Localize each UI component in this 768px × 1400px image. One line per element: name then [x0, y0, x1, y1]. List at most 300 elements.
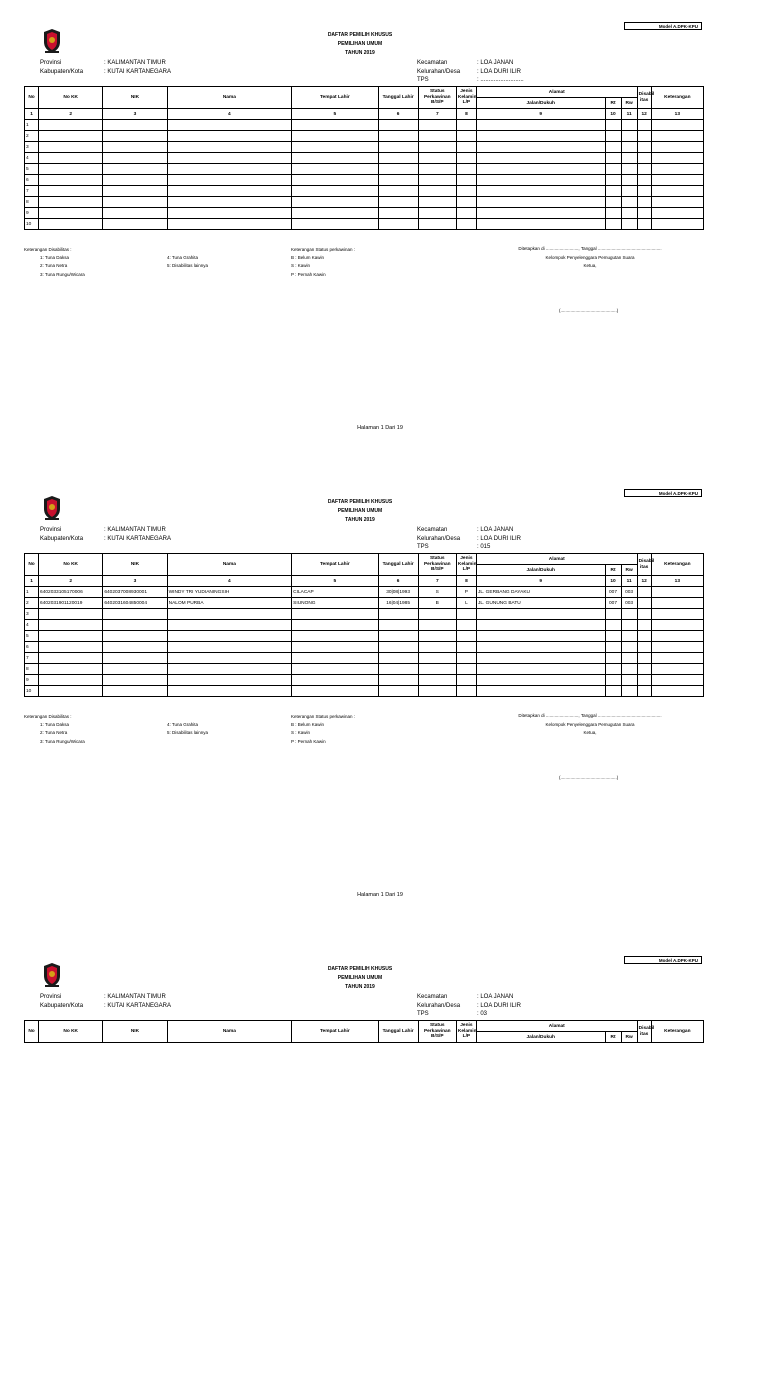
disability-legend-2	[167, 721, 208, 737]
district-row	[417, 526, 521, 535]
table-cell	[637, 587, 651, 598]
table-cell	[605, 153, 621, 164]
tps-label: TPS	[417, 544, 429, 551]
table-cell	[621, 620, 637, 631]
table-cell: 1	[25, 120, 39, 131]
province-value: : KALIMANTAN TIMUR	[104, 994, 166, 1000]
table-cell	[418, 208, 456, 219]
table-cell	[418, 175, 456, 186]
table-cell	[651, 642, 703, 653]
table-cell	[167, 153, 292, 164]
model-label: Model A.DPK-KPU	[624, 489, 702, 497]
table-cell	[456, 219, 476, 230]
table-cell	[292, 686, 378, 697]
table-cell	[476, 153, 605, 164]
table-row	[25, 175, 704, 186]
table-cell	[476, 197, 605, 208]
legend-item: 3: Tuna Rungu/Wicara	[40, 271, 85, 277]
table-cell	[476, 609, 605, 620]
table-cell	[103, 208, 167, 219]
regency-label: Kabupaten/Kota	[40, 68, 84, 75]
province-label: Provinsi	[40, 994, 62, 1000]
table-cell	[378, 153, 418, 164]
table-cell	[418, 131, 456, 142]
signature-line: (.............................................)	[559, 775, 619, 780]
table-cell	[418, 120, 456, 131]
table-cell	[292, 653, 378, 664]
col-header-rw: Rw	[621, 98, 637, 109]
regency-label: Kabupaten/Kota	[40, 535, 84, 542]
table-cell	[651, 587, 703, 598]
table-cell	[39, 208, 103, 219]
table-cell	[378, 609, 418, 620]
table-cell: 003	[621, 598, 637, 609]
table-cell	[456, 153, 476, 164]
table-cell	[378, 631, 418, 642]
table-cell	[167, 186, 292, 197]
table-cell	[637, 642, 651, 653]
table-cell	[476, 131, 605, 142]
table-cell	[292, 664, 378, 675]
model-label: Model A.DPK-KPU	[624, 956, 702, 964]
table-cell	[418, 675, 456, 686]
table-cell	[103, 653, 167, 664]
village-value: : LOA DURI ILIR	[477, 535, 522, 542]
table-cell	[378, 131, 418, 142]
village-label: Kelurahan/Desa	[417, 535, 461, 542]
col-header-disabilitas: Disabil itas	[637, 554, 651, 576]
col-header-alamat: Alamat	[476, 87, 637, 98]
table-cell	[39, 164, 103, 175]
legend-item: P : Pernah Kawin	[291, 271, 326, 277]
chair-label: Ketua,	[583, 263, 597, 268]
col-header-rw: Rw	[621, 1032, 637, 1043]
tps-row	[417, 1010, 521, 1019]
marital-status-legend	[291, 246, 355, 279]
table-cell	[637, 142, 651, 153]
table-cell: 10	[25, 219, 39, 230]
table-cell: 5	[25, 631, 39, 642]
table-cell	[418, 664, 456, 675]
table-cell	[39, 219, 103, 230]
table-cell	[476, 186, 605, 197]
form-title: DAFTAR PEMILIH KHUSUS	[327, 32, 393, 38]
table-cell	[292, 208, 378, 219]
col-header-nik: NIK	[103, 87, 167, 109]
table-cell	[605, 175, 621, 186]
table-cell	[378, 175, 418, 186]
table-cell	[39, 142, 103, 153]
legend-item: B : Belum Kawin	[291, 722, 325, 728]
column-number: 4	[167, 576, 292, 587]
table-cell	[637, 620, 651, 631]
table-cell	[637, 164, 651, 175]
village-label: Kelurahan/Desa	[417, 68, 461, 75]
legend-item: Keterangan Disabilitas :	[24, 247, 72, 252]
table-cell	[605, 631, 621, 642]
table-cell	[39, 131, 103, 142]
table-cell	[605, 208, 621, 219]
table-cell	[651, 208, 703, 219]
table-cell: 4	[25, 620, 39, 631]
column-number: 8	[456, 109, 476, 120]
legend-item: P : Pernah Kawin	[291, 738, 326, 744]
table-cell: 6402031604850004	[103, 598, 167, 609]
table-cell	[456, 686, 476, 697]
table-cell	[292, 642, 378, 653]
table-row	[25, 219, 704, 230]
table-cell: 6402033105170006	[39, 587, 103, 598]
table-cell: 16|04|1985	[378, 598, 418, 609]
table-cell	[103, 175, 167, 186]
col-header-alamat: Alamat	[476, 1021, 637, 1032]
table-cell	[103, 186, 167, 197]
legend-item: Keterangan Status perkawinan :	[291, 714, 356, 719]
table-cell: 8	[25, 197, 39, 208]
table-cell	[605, 164, 621, 175]
legend-item: 5: Disabilitas lainnya	[167, 263, 209, 269]
table-cell: 007	[605, 598, 621, 609]
table-cell	[605, 120, 621, 131]
column-number: 13	[651, 109, 703, 120]
location-info	[417, 59, 524, 85]
table-cell	[637, 664, 651, 675]
province-label: Provinsi	[40, 527, 62, 533]
col-header-jenis: Jenis Kelamin L/P	[456, 1021, 476, 1043]
table-cell: 30|08|1993	[378, 587, 418, 598]
signature-line: (.............................................)	[559, 308, 619, 313]
table-row	[25, 153, 704, 164]
table-cell	[103, 631, 167, 642]
stipulation-line: Ditetapkan di .........................., Tanggal ...................................................	[518, 713, 662, 718]
regency-row	[40, 535, 171, 544]
table-cell: 5	[25, 164, 39, 175]
table-cell	[292, 164, 378, 175]
table-cell	[167, 197, 292, 208]
column-number: 11	[621, 109, 637, 120]
col-header-no: No	[25, 87, 39, 109]
table-cell	[637, 686, 651, 697]
table-cell	[378, 686, 418, 697]
table-cell	[418, 653, 456, 664]
column-number: 4	[167, 109, 292, 120]
table-cell: L	[456, 598, 476, 609]
table-cell: WINDY TRI YUDIANINGSIH	[167, 587, 292, 598]
table-cell	[637, 208, 651, 219]
region-info	[40, 59, 171, 76]
tps-value: : 03	[477, 1011, 488, 1018]
column-number: 10	[605, 109, 621, 120]
table-cell	[456, 675, 476, 686]
district-row	[417, 59, 524, 68]
province-row	[40, 526, 171, 535]
voter-table	[24, 553, 704, 697]
table-cell	[167, 631, 292, 642]
table-cell	[651, 175, 703, 186]
table-cell: 9	[25, 208, 39, 219]
form-title: DAFTAR PEMILIH KHUSUS	[327, 499, 393, 505]
table-cell	[605, 131, 621, 142]
table-cell: JL. GERBANG DAYAKU	[476, 587, 605, 598]
table-cell	[292, 153, 378, 164]
table-cell	[292, 175, 378, 186]
table-cell	[621, 120, 637, 131]
table-cell	[456, 631, 476, 642]
table-cell	[39, 609, 103, 620]
col-header-status: Status Perkawinan B/S/P	[418, 1021, 456, 1043]
table-cell	[605, 642, 621, 653]
marital-status-legend	[291, 713, 355, 746]
district-row	[417, 993, 521, 1002]
table-cell	[167, 609, 292, 620]
table-cell	[651, 131, 703, 142]
village-value: : LOA DURI ILIR	[477, 1002, 522, 1009]
column-number: 8	[456, 576, 476, 587]
legend-item: S : Kawin	[291, 730, 311, 736]
form-title: TAHUN 2019	[345, 50, 375, 56]
committee-name: Kelompok Penyelenggara Pemugutan Suara	[545, 722, 635, 727]
province-value: : KALIMANTAN TIMUR	[104, 527, 166, 533]
col-header-nik: NIK	[103, 554, 167, 576]
table-cell	[605, 609, 621, 620]
village-value: : LOA DURI ILIR	[477, 68, 522, 75]
table-cell	[418, 142, 456, 153]
table-cell	[651, 609, 703, 620]
column-number-row	[25, 576, 704, 587]
table-row	[25, 609, 704, 620]
table-cell	[39, 186, 103, 197]
column-number: 6	[378, 109, 418, 120]
table-cell: 2	[25, 131, 39, 142]
table-cell	[103, 620, 167, 631]
table-cell	[39, 631, 103, 642]
table-cell: 007	[605, 587, 621, 598]
table-cell	[39, 620, 103, 631]
table-cell	[637, 653, 651, 664]
disability-legend-2	[167, 254, 208, 270]
table-cell	[476, 208, 605, 219]
legend-item: S : Kawin	[291, 263, 311, 269]
column-number: 10	[605, 576, 621, 587]
table-row	[25, 664, 704, 675]
district-value: : LOA JANAN	[477, 527, 514, 533]
table-cell	[476, 120, 605, 131]
table-cell	[651, 120, 703, 131]
table-cell	[167, 208, 292, 219]
table-cell: 1	[25, 587, 39, 598]
table-cell	[605, 142, 621, 153]
table-cell	[605, 664, 621, 675]
disability-legend	[24, 246, 85, 279]
table-cell	[167, 131, 292, 142]
table-cell: 8	[25, 664, 39, 675]
table-row	[25, 653, 704, 664]
col-header-keterangan: Keterangan	[651, 554, 703, 576]
col-header-nokk: No KK	[39, 87, 103, 109]
table-cell	[418, 164, 456, 175]
chair-label: Ketua,	[583, 730, 597, 735]
table-row	[25, 186, 704, 197]
column-number: 6	[378, 576, 418, 587]
tps-value: : ..........................	[477, 77, 524, 84]
table-cell	[378, 120, 418, 131]
table-cell	[167, 642, 292, 653]
table-cell: 6402037008930001	[103, 587, 167, 598]
col-header-disabilitas: Disabil itas	[637, 1021, 651, 1043]
province-row	[40, 993, 171, 1002]
col-header-no: No	[25, 1021, 39, 1043]
col-header-nik: NIK	[103, 1021, 167, 1043]
tps-value: : 015	[477, 544, 491, 551]
table-cell	[621, 675, 637, 686]
table-cell	[651, 186, 703, 197]
disability-legend	[24, 713, 85, 746]
table-cell	[456, 620, 476, 631]
table-row	[25, 208, 704, 219]
region-info	[40, 993, 171, 1010]
table-cell	[167, 686, 292, 697]
table-cell	[476, 175, 605, 186]
table-row	[25, 142, 704, 153]
committee-name: Kelompok Penyelenggara Pemugutan Suara	[545, 255, 635, 260]
table-cell	[39, 120, 103, 131]
table-cell	[167, 164, 292, 175]
table-row	[25, 686, 704, 697]
table-cell	[621, 197, 637, 208]
table-cell	[605, 197, 621, 208]
table-cell	[621, 653, 637, 664]
col-header-jalan: Jalan/Dukuh	[476, 98, 605, 109]
table-cell: 7	[25, 186, 39, 197]
table-cell	[378, 664, 418, 675]
table-cell	[456, 208, 476, 219]
column-number: 9	[476, 109, 605, 120]
table-cell	[103, 120, 167, 131]
table-cell	[292, 120, 378, 131]
table-cell	[637, 131, 651, 142]
table-cell	[456, 131, 476, 142]
column-number: 5	[292, 109, 378, 120]
table-cell	[456, 164, 476, 175]
table-row	[25, 120, 704, 131]
table-cell	[292, 186, 378, 197]
table-cell	[103, 142, 167, 153]
table-cell	[103, 164, 167, 175]
table-cell	[637, 609, 651, 620]
regency-label: Kabupaten/Kota	[40, 1002, 84, 1009]
table-cell: 2	[25, 598, 39, 609]
legend-item: 4: Tuna Grahita	[167, 255, 199, 260]
table-cell: 9	[25, 675, 39, 686]
table-cell	[651, 164, 703, 175]
column-number: 1	[25, 109, 39, 120]
table-cell	[605, 653, 621, 664]
table-cell	[621, 208, 637, 219]
regency-value: : KUTAI KARTANEGARA	[104, 1002, 172, 1009]
col-header-no: No	[25, 554, 39, 576]
table-cell	[292, 675, 378, 686]
col-header-jenis: Jenis Kelamin L/P	[456, 87, 476, 109]
table-cell	[39, 664, 103, 675]
regency-row	[40, 1002, 171, 1011]
col-header-tanggal: Tanggal Lahir	[378, 87, 418, 109]
table-cell	[476, 664, 605, 675]
table-cell	[39, 642, 103, 653]
col-header-nama: Nama	[167, 1021, 292, 1043]
col-header-rt: Rt	[605, 98, 621, 109]
table-cell	[103, 219, 167, 230]
page-number: Halaman 1 Dari 19	[357, 892, 403, 898]
column-number: 12	[637, 109, 651, 120]
table-cell: 6	[25, 642, 39, 653]
table-cell	[621, 164, 637, 175]
district-value: : LOA JANAN	[477, 60, 514, 66]
table-cell	[456, 642, 476, 653]
district-value: : LOA JANAN	[477, 994, 514, 1000]
regency-value: : KUTAI KARTANEGARA	[104, 68, 172, 75]
table-cell	[621, 142, 637, 153]
col-header-status: Status Perkawinan B/S/P	[418, 87, 456, 109]
table-cell	[621, 186, 637, 197]
table-cell	[476, 620, 605, 631]
village-label: Kelurahan/Desa	[417, 1002, 461, 1009]
table-cell	[167, 175, 292, 186]
table-cell	[418, 609, 456, 620]
table-cell	[378, 620, 418, 631]
col-header-jenis: Jenis Kelamin L/P	[456, 554, 476, 576]
voter-table	[24, 86, 704, 230]
col-header-keterangan: Keterangan	[651, 1021, 703, 1043]
table-cell	[651, 197, 703, 208]
table-cell	[651, 675, 703, 686]
table-cell	[39, 675, 103, 686]
table-cell: 6	[25, 175, 39, 186]
legend-item: 3: Tuna Rungu/Wicara	[40, 738, 85, 744]
table-cell	[637, 598, 651, 609]
table-cell	[378, 197, 418, 208]
table-cell	[103, 153, 167, 164]
table-cell	[456, 142, 476, 153]
table-cell	[418, 686, 456, 697]
table-cell	[39, 686, 103, 697]
region-info	[40, 526, 171, 543]
table-row	[25, 631, 704, 642]
legend-item: 1: Tuna Daksa	[40, 722, 70, 728]
table-cell	[418, 620, 456, 631]
tps-row	[417, 76, 524, 85]
table-row	[25, 164, 704, 175]
table-cell	[651, 142, 703, 153]
table-cell	[476, 675, 605, 686]
table-cell	[651, 653, 703, 664]
table-cell	[651, 620, 703, 631]
table-cell	[456, 609, 476, 620]
table-cell: 10	[25, 686, 39, 697]
column-number: 2	[39, 576, 103, 587]
table-cell	[637, 197, 651, 208]
column-number: 9	[476, 576, 605, 587]
table-cell	[637, 219, 651, 230]
col-header-nokk: No KK	[39, 1021, 103, 1043]
column-number: 3	[103, 576, 167, 587]
village-row	[417, 535, 521, 544]
col-header-nama: Nama	[167, 554, 292, 576]
tps-label: TPS	[417, 77, 429, 84]
table-cell	[651, 686, 703, 697]
province-row	[40, 59, 171, 68]
table-cell: JL. GUNUNG BATU	[476, 598, 605, 609]
table-cell: 003	[621, 587, 637, 598]
